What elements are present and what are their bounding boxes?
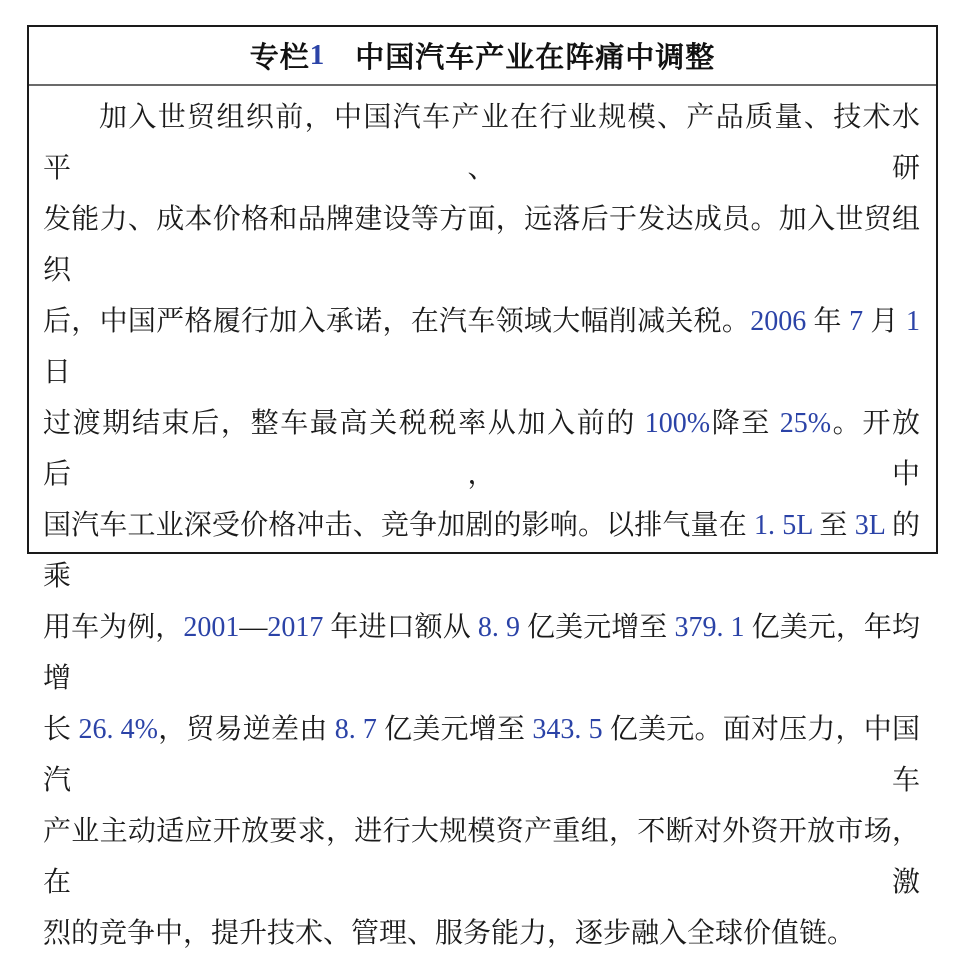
column-body: [29, 86, 936, 959]
numeral-text: 343.: [532, 714, 582, 745]
body-line: 产业主动适应开放要求，进行大规模资产重组，不断对外资开放市场，在激: [43, 816, 920, 898]
body-line: 加入世贸组织前，中国汽车产业在行业规模、产品质量、技术水平、研: [43, 102, 920, 184]
body-line: 用车为例，2001—2017 年进口额从 8. 9 亿美元增至 379. 1 亿美元，年均增: [43, 612, 920, 694]
numeral-text: 1: [730, 612, 745, 643]
body-line: 烈的竞争中，提升技术、管理、服务能力，逐步融入全球价值链。: [43, 918, 856, 949]
numeral-text: 2017: [267, 612, 324, 643]
numeral-text: 7: [849, 306, 864, 337]
numeral-text: 8.: [477, 612, 499, 643]
numeral-text: 1: [905, 306, 920, 337]
numeral-text: 100%: [644, 408, 711, 439]
body-line: 发能力、成本价格和品牌建设等方面，远落后于发达成员。加入世贸组织: [43, 204, 920, 286]
column-title: 专栏 1 中国汽车产业在阵痛中调整: [29, 27, 936, 86]
numeral-text: 4%: [120, 714, 158, 745]
numeral-text: 5L: [782, 510, 813, 541]
numeral-text: 9: [505, 612, 520, 643]
column-box: [27, 25, 938, 949]
numeral-text: 26.: [78, 714, 114, 745]
body-line: 长 26. 4%，贸易逆差由 8. 7 亿美元增至 343. 5 亿美元。面对压力，中国汽车: [43, 714, 920, 796]
numeral-text: 379.: [674, 612, 724, 643]
numeral-text: 2006: [750, 306, 807, 337]
body-line: 后，中国严格履行加入承诺，在汽车领域大幅削减关税。2006 年 7 月 1 日: [43, 306, 920, 388]
numeral-text: 7: [362, 714, 377, 745]
numeral-text: 8.: [334, 714, 356, 745]
numeral-text: 5: [588, 714, 603, 745]
body-line: 国汽车工业深受价格冲击、竞争加剧的影响。以排气量在 1. 5L 至 3L 的乘: [43, 510, 920, 592]
numeral-text: 25%: [779, 408, 832, 439]
numeral-text: 3L: [854, 510, 885, 541]
body-line: 过渡期结束后，整车最高关税税率从加入前的 100%降至 25%。开放后，中: [43, 408, 920, 490]
numeral-text: 1.: [754, 510, 776, 541]
numeral-text: 1: [309, 39, 326, 71]
numeral-text: 2001: [183, 612, 240, 643]
